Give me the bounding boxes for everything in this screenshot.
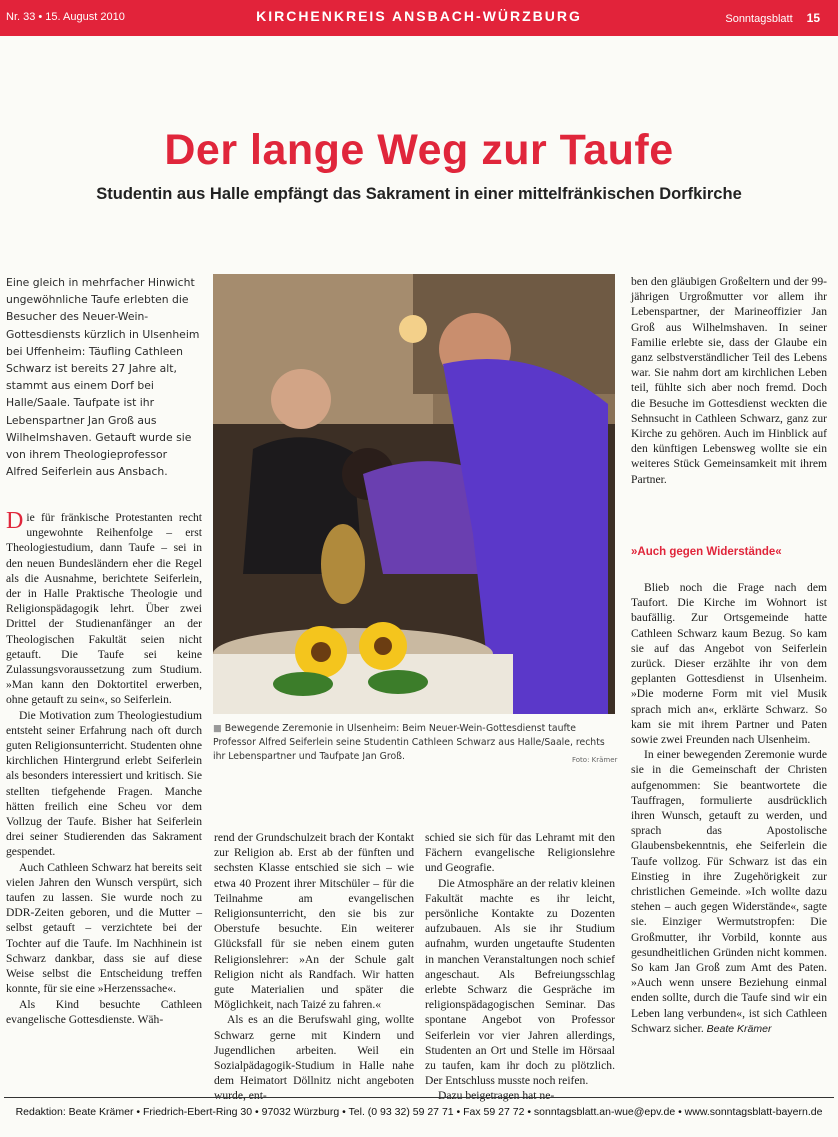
baptism-photo [213,274,615,714]
paragraph: Die für fränkische Protestanten recht ungewohnte Reihenfolge – erst Theologiestudium, dann Taufe – sei in den neuen Bundesländern eher die Regel als die Ausnahme, berichtete Seiferlein, der in Halle Praktische Theologie und Religionspädagogik lehrt. Über zwei Drittel der Studienanfänger an der Theologischen Fakultät seien nicht getauft. Die Taufe sei keine Zulassungsvoraussetzung zum Studium. »Man kann den Doktortitel erwerben, ohne getauft zu sein«, so Seiferlein. [6,508,202,707]
footer-divider [4,1097,834,1098]
article-headline: Der lange Weg zur Taufe [164,126,674,174]
paragraph: rend der Grundschulzeit brach der Kontakt zur Religion ab. Erst ab der fünften und sechsten Klasse entschied sie sich – wie etwa 40 Prozent ihrer Mitschüler – für die Teilnahme am evangelischen Religionsunterricht, den sie bis zur Oberstufe besuchte. Ein weiterer Glücksfall für sie neben einem guten Religionslehrer: »An der Schule galt Religion nicht als Randfach. Wir hatten gute Materialien und später die Möglichkeit, nach Taizé zu fahren.« [214,831,414,1012]
footer-contact: Redaktion: Beate Krämer • Friedrich-Ebert-Ring 30 • 97032 Würzburg • Tel. (0 93 32) 59 27 71 • Fax 59 27 72 • sonntagsblatt.an-wue@epv.de • www.sonntagsblatt-bayern.de [15,1106,823,1118]
author-signature: Beate Krämer [706,1022,772,1035]
publication-page [725,11,820,25]
paragraph-text: In einer bewegenden Zeremonie wurde sie in die Gemeinschaft der Christen aufgenommen: Sie beantwortete die Tauffragen, formulierte ausdrücklich ihren Wunsch, getauft zu werden, und sprach das Apostolische Glaubensbekenntnis, ehe Seiferlein die Taufe vollzog. Für Schwarz ist das ein Einstieg in ihre Zugehörigkeit zur christlichen Gemeinde. »Ich wollte dazu stehen – auch gegen Widerstände«, sagte sie. Einziger Wermutstropfen: Die Großmutter, ihr Vorbild, konnte aus gesundheitlichen Gründen nicht kommen. So kam Jan Groß zum Amt des Paten. »Auch wenn unsere Beziehung einmal enden sollte, durch die Taufe sind wir ein Leben lang verbunden«, ist sich Cathleen Schwarz sicher. [631,748,827,1035]
paragraph: Die Motivation zum Theologiestudium entsteht seiner Erfahrung nach oft durch guten Religionsunterricht. Studenten ohne kirchlichen Hintergrund erlebt Seiferlein als besonders interessiert und kritisch. Sie stellten tiefgehende Fragen. Manche hätten freilich eine Scheu vor dem Vollzug der Taufe. Bisher hat Seiferlein drei seiner Studierenden das Sakrament gespendet. [6,708,202,859]
caption-marker-icon: ■ [213,723,222,734]
column-3 [425,830,615,1104]
paragraph: Die Atmosphäre an der relativ kleinen Fakultät machte es ihr leicht, persönliche Kontakte zu Dozenten aufzubauen. Als sie ihr Studium aufnahm, wurden ungetaufte Studenten in manchen Veranstaltungen noch schief angeschaut. Als Befreiungsschlag erlebte Schwarz die Gespräche im religionspädagogischen Seminar. Das spontane Angebot von Professor Seiferlein vor vier Jahren allerdings, Studenten an Ort und Stelle im Hörsaal zu taufen, kam ihr doch zu plötzlich. Der Entschluss musste noch reifen. [425,876,615,1088]
issue-date: Nr. 33 • 15. August 2010 [6,11,125,23]
paragraph: schied sie sich für das Lehramt mit den Fächern evangelische Religionslehre und Geografie. [425,831,615,875]
paragraph [631,747,827,1037]
column-2 [214,830,414,1104]
column-1 [6,510,202,1027]
page-number: 15 [806,11,820,25]
photo-credit: Foto: Krämer [572,756,618,764]
publication-name: Sonntagsblatt [725,13,793,25]
page-header-bar [0,0,838,36]
column-4 [631,274,827,487]
section-subheading: »Auch gegen Widerstände« [631,546,782,558]
paragraph: ben den gläubigen Großeltern und der 99-jährigen Urgroßmutter vor allem ihr Lebenspartner, der Marineoffizier Jan Groß aus Wilhelmshaven. In seiner Familie erlebte sie, dass der Glaube ein ganz selbstverständlicher Teil des Lebens war. Sie nahm dort am kirchlichen Leben teil, fühlte sich aber noch fremd. Doch die Besuche im Gottesdienst weckten die Sehnsucht in Cathleen Schwarz, ganz zur Kirche zu gehören. Auch im Hinblick auf den künftigen Lebensweg wollte sie ein weiteres Stück Gemeinsamkeit mit ihrem Partner. [631,275,827,486]
paragraph: Dazu beigetragen hat ne- [438,1089,555,1103]
article-lead: Eine gleich in mehrfacher Hinwicht ungewöhnliche Taufe erlebten die Besucher des Neuer-Wein-Gottesdiensts kürzlich in Ulsenheim bei Uffenheim: Täufling Cathleen Schwarz ist bereits 27 Jahre alt, stammt aus einem Dorf bei Halle/Saale. Taufpate ist ihr Lebenspartner Jan Groß aus Wilhelmshaven. Getauft wurde sie von ihrem Theologieprofessor Alfred Seiferlein aus Ansbach. [6,276,200,479]
article-subheadline: Studentin aus Halle empfängt das Sakrament in einer mittelfränkischen Dorfkirche [96,185,742,203]
photo-caption [213,722,618,764]
paragraph: Als Kind besuchte Cathleen evangelische Gottesdienste. Wäh- [6,997,202,1026]
paragraph: Blieb noch die Frage nach dem Taufort. Die Kirche im Wohnort ist baufällig. Zur Ortsgemeinde hatte Cathleen Schwarz kaum Bezug. So kam sie auf das Angebot von Seiferlein zurück. Dieser erzählte ihr von dem geplanten Gottesdienst in Ulsenheim. »Die moderne Form mit viel Musik sprach mich an«, erklärte Schwarz. So kam sie mit ihrem Partner und Paten sowie zwei Freunden nach Ulsenheim. [631,581,827,747]
section-title: KIRCHENKREIS ANSBACH-WÜRZBURG [256,8,582,24]
caption-text: Bewegende Zeremonie in Ulsenheim: Beim Neuer-Wein-Gottesdienst taufte Professor Alfred Seiferlein seine Studentin Cathleen Schwarz aus Halle/Saale, rechts ihr Lebenspartner und Taufpate Jan Groß. [213,723,605,762]
paragraph: Als es an die Berufswahl ging, wollte Schwarz gerne mit Kindern und Jugendlichen arbeiten. Weil ein Sozialpädagogik-Studium in Halle nahe dem Heimatort Döllnitz nicht angeboten wurde, ent- [214,1013,414,1103]
paragraph: Auch Cathleen Schwarz hat bereits seit vielen Jahren den Wunsch verspürt, sich taufen zu lassen. Sie wurde noch zu DDR-Zeiten geboren, und die Mutter – selbst getauft – verzichtete bei der Tochter auf die Taufe. Im Nachhinein ist Schwarz dankbar, dass sie auf diese Weise selbst die Entscheidung treffen konnte, für sie eine »Herzenssache«. [6,860,202,996]
column-4-continued [631,580,827,1037]
